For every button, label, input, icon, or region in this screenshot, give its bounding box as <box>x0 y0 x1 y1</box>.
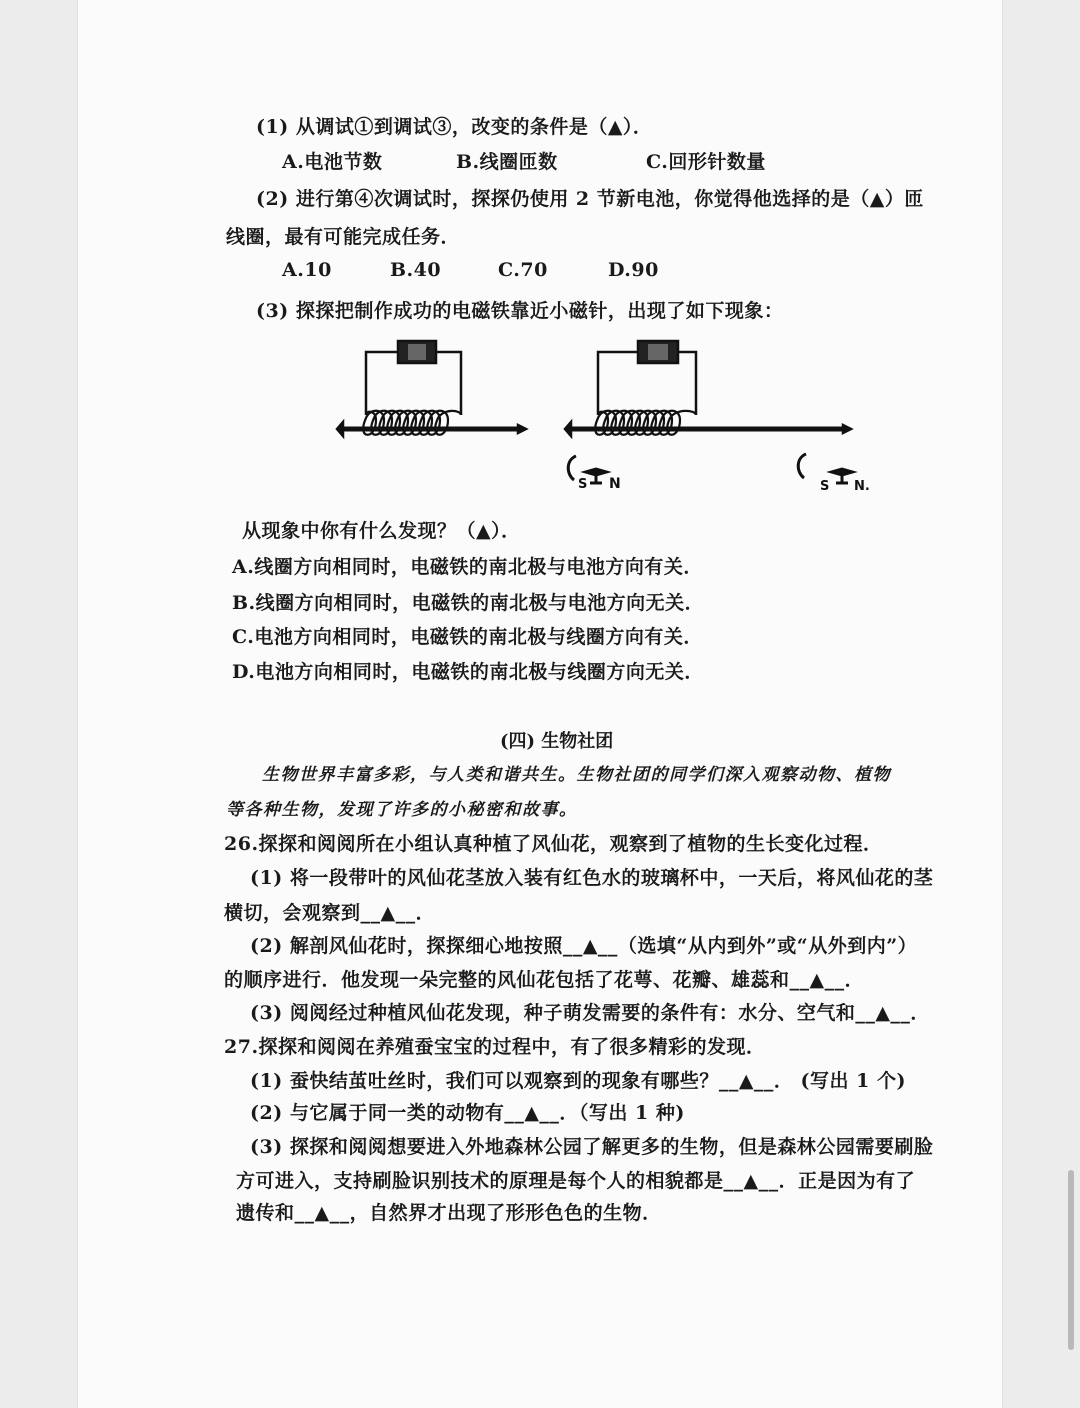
q27-p3-line1: (3) 探探和阅阅想要进入外地森林公园了解更多的生物，但是森林公园需要刷脸 <box>250 1136 934 1158</box>
exam-page <box>78 0 1002 1408</box>
left-needle-s-label: S <box>578 477 588 492</box>
left-compass-needle <box>568 456 610 483</box>
q25-p3-option-b: B.线圈方向相同时，电磁铁的南北极与电池方向无关． <box>232 592 705 614</box>
q26-p1-line2: 横切，会观察到__▲__． <box>224 902 436 924</box>
q25-p2-stem-line1: (2) 进行第④次调试时，探探仍使用 2 节新电池，你觉得他选择的是（▲）匝 <box>256 188 924 210</box>
left-needle-arc-icon <box>568 456 576 480</box>
section-title: (四) 生物社团 <box>500 731 614 752</box>
right-electromagnet <box>565 341 851 436</box>
q27-p3-line3: 遗传和__▲__，自然界才出现了形形色色的生物． <box>236 1202 662 1224</box>
q25-p3-option-c: C.电池方向相同时，电磁铁的南北极与线圈方向有关． <box>232 626 703 648</box>
q25-p3-stem: (3) 探探把制作成功的电磁铁靠近小磁针，出现了如下现象： <box>256 300 784 322</box>
q25-p1-option-c: C.回形针数量 <box>646 151 766 173</box>
q25-p2-option-c: C.70 <box>498 259 548 281</box>
q25-p2-stem-line2: 线圈，最有可能完成任务． <box>226 226 461 248</box>
q25-p3-option-a: A.线圈方向相同时，电磁铁的南北极与电池方向有关． <box>232 556 703 578</box>
q27-p1: (1) 蚕快结茧吐丝时，我们可以观察到的现象有哪些？__▲__． (写出 1 个) <box>250 1070 906 1092</box>
q27-stem: 27.探探和阅阅在养殖蚕宝宝的过程中，有了很多精彩的发现． <box>224 1036 766 1058</box>
q25-p1-option-b: B.线圈匝数 <box>456 151 558 173</box>
q27-p3-line2: 方可进入，支持刷脸识别技术的原理是每个人的相貌都是__▲__．正是因为有了 <box>236 1170 916 1192</box>
right-needle-arc-icon <box>798 454 806 478</box>
section-intro-line1: 生物世界丰富多彩，与人类和谐共生。生物社团的同学们深入观察动物、植物 <box>262 765 891 785</box>
left-needle-n-label: N <box>609 476 621 492</box>
q26-p3: (3) 阅阅经过种植风仙花发现，种子萌发需要的条件有：水分、空气和__▲__． <box>250 1002 930 1024</box>
left-electromagnet <box>337 341 526 436</box>
q25-p3-option-d: D.电池方向相同时，电磁铁的南北极与线圈方向无关． <box>232 661 704 683</box>
q25-p2-option-b: B.40 <box>390 259 442 281</box>
q25-p3-question: 从现象中你有什么发现？（▲）． <box>242 520 521 542</box>
q25-p2-option-d: D.90 <box>608 259 659 281</box>
q27-p2: (2) 与它属于同一类的动物有__▲__．（写出 1 种) <box>250 1102 685 1124</box>
q25-p2-option-a: A.10 <box>282 259 332 281</box>
q26-p1-line1: (1) 将一段带叶的风仙花茎放入装有红色水的玻璃杯中，一天后，将风仙花的茎 <box>250 867 934 889</box>
q25-p1-stem: (1) 从调试①到调试③，改变的条件是（▲）． <box>256 116 653 138</box>
q26-p2-line2: 的顺序进行．他发现一朵完整的风仙花包括了花萼、花瓣、雄蕊和__▲__． <box>224 969 865 991</box>
q25-p1-option-a: A.电池节数 <box>282 151 383 173</box>
electromagnet-figure <box>328 330 870 500</box>
q26-stem: 26.探探和阅阅所在小组认真种植了风仙花，观察到了植物的生长变化过程． <box>224 833 883 855</box>
scrollbar[interactable] <box>1068 1170 1074 1350</box>
section-intro-line2: 等各种生物，发现了许多的小秘密和故事。 <box>226 800 578 820</box>
right-needle-s-label: S <box>820 479 830 494</box>
q26-p2-line1: (2) 解剖风仙花时，探探细心地按照__▲__（选填“从内到外”或“从外到内”） <box>250 935 918 957</box>
right-needle-n-label: N. <box>854 479 870 494</box>
